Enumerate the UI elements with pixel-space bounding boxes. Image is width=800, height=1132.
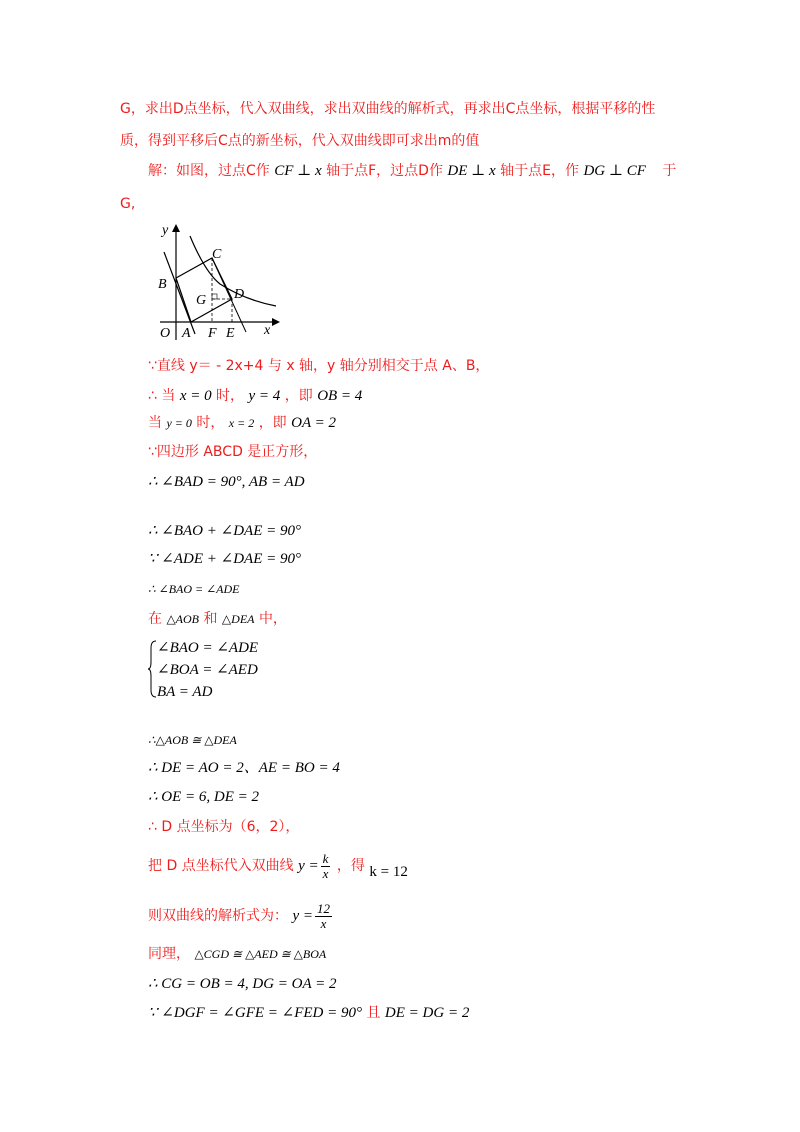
step-16-text-a: 同理， [148, 946, 190, 962]
geometry-figure [150, 222, 280, 344]
step-9-text-a: 在 [148, 611, 162, 627]
step-3-text-a: 当 [148, 415, 162, 431]
fraction-k-over-x [321, 852, 331, 881]
label-y: y [162, 223, 169, 238]
step-3-text-b: 时， [196, 415, 225, 431]
step-6: ∴ ∠BAO + ∠DAE = 90° [148, 523, 301, 539]
step-2-math-3: OB = 4 [317, 388, 363, 404]
step-2-math-1: x = 0 [179, 388, 212, 404]
de-perp-x: DE ⊥ x [447, 163, 496, 179]
step-9 [148, 610, 287, 628]
step-18 [148, 1004, 469, 1022]
x-axis-arrow [272, 318, 280, 326]
step-3 [148, 414, 336, 432]
fraction-denominator: x [320, 915, 327, 931]
step-16-math: △CGD ≅ △AED ≅ △BOA [194, 947, 327, 961]
step-9-text-b: 和 [203, 611, 218, 627]
solution-line-2: G, [120, 196, 136, 212]
step-10: ∴△AOB ≅ △DEA [148, 733, 237, 747]
y-axis-arrow [172, 224, 180, 232]
step-5: ∴ ∠BAD = 90°, AB = AD [148, 474, 305, 490]
intro-line-2: 质，得到平移后C点的新坐标，代入双曲线即可求出m的值 [120, 133, 480, 149]
label-d: D [234, 287, 245, 302]
step-17: ∴ CG = OB = 4, DG = OA = 2 [148, 976, 337, 992]
step-4: ∵四边形 ABCD 是正方形， [148, 444, 318, 460]
fraction-numerator: 12 [316, 900, 330, 916]
label-a: A [182, 326, 191, 341]
fraction-denominator: x [322, 865, 329, 881]
solution-text-b: 轴于点F，过点D作 [326, 163, 443, 179]
label-g: G [196, 293, 207, 308]
step-18-math-a: ∵ ∠DGF = ∠GFE = ∠FED = 90° [148, 1005, 363, 1021]
dg-perp-cf: DG ⊥ CF [583, 163, 646, 179]
cf-perp-x: CF ⊥ x [274, 163, 322, 179]
step-11 [148, 759, 340, 777]
step-11-math-b: 、AE = BO = 4 [243, 760, 340, 776]
solution-text-c: 轴于点E，作 [500, 163, 579, 179]
step-14 [148, 846, 408, 886]
label-o: O [160, 326, 171, 341]
system-eq-3: BA = AD [157, 684, 213, 700]
system-eq-2: ∠BOA = ∠AED [157, 662, 258, 678]
system-eq-1: ∠BAO = ∠ADE [157, 640, 259, 656]
step-3-math-1: y = 0 [166, 416, 192, 430]
step-16 [148, 945, 326, 963]
label-x: x [264, 323, 271, 338]
step-9-math-2: △DEA [221, 612, 255, 626]
step-14-lhs: y = [298, 858, 319, 874]
step-3-math-3: OA = 2 [291, 415, 336, 431]
system-brace [147, 640, 157, 698]
label-f: F [208, 326, 217, 341]
intro-line-1: G，求出D点坐标，代入双曲线，求出双曲线的解析式，再求出C点坐标，根据平移的性 [120, 101, 656, 117]
step-2-text-b: 时， [216, 388, 245, 404]
step-14-text-a: 把 D 点坐标代入双曲线 [148, 858, 294, 874]
step-2 [148, 387, 362, 405]
step-18-math-b: DE = DG = 2 [384, 1005, 470, 1021]
fraction-numerator: k [322, 850, 329, 866]
label-c: C [212, 247, 222, 262]
solution-text-d: 于 [662, 163, 677, 179]
step-15 [148, 896, 334, 936]
step-15-text-a: 则双曲线的解析式为： [148, 908, 288, 924]
step-7: ∵ ∠ADE + ∠DAE = 90° [148, 551, 301, 567]
step-8: ∴ ∠BAO = ∠ADE [148, 582, 240, 596]
fraction-12-over-x [315, 902, 332, 931]
step-3-math-2: x = 2 [228, 416, 255, 430]
step-15-lhs: y = [292, 908, 313, 924]
step-18-text-b: 且 [366, 1005, 381, 1021]
right-angle-g [212, 294, 217, 299]
step-12: ∴ OE = 6, DE = 2 [148, 789, 260, 805]
solution-text-a: 解：如图，过点C作 [148, 163, 270, 179]
step-11-math-a: ∴ DE = AO = 2 [148, 760, 244, 776]
step-3-text-c: ，即 [258, 415, 287, 431]
solution-line-1 [148, 162, 676, 180]
label-e: E [226, 326, 235, 341]
step-2-math-2: y = 4 [248, 388, 281, 404]
label-b: B [158, 277, 167, 292]
step-9-math-1: △AOB [166, 612, 200, 626]
step-2-text-a: ∴ 当 [148, 388, 176, 404]
step-1: ∵直线 y＝ - 2x+4 与 x 轴，y 轴分别相交于点 A、B， [148, 358, 490, 374]
step-9-text-c: 中， [258, 611, 287, 627]
step-13: ∴ D 点坐标为（6，2）， [148, 819, 300, 835]
step-14-text-b: ，得 [336, 858, 365, 874]
square-abcd [176, 258, 232, 322]
step-2-text-c: ，即 [284, 388, 313, 404]
step-14-math: k = 12 [369, 864, 408, 880]
